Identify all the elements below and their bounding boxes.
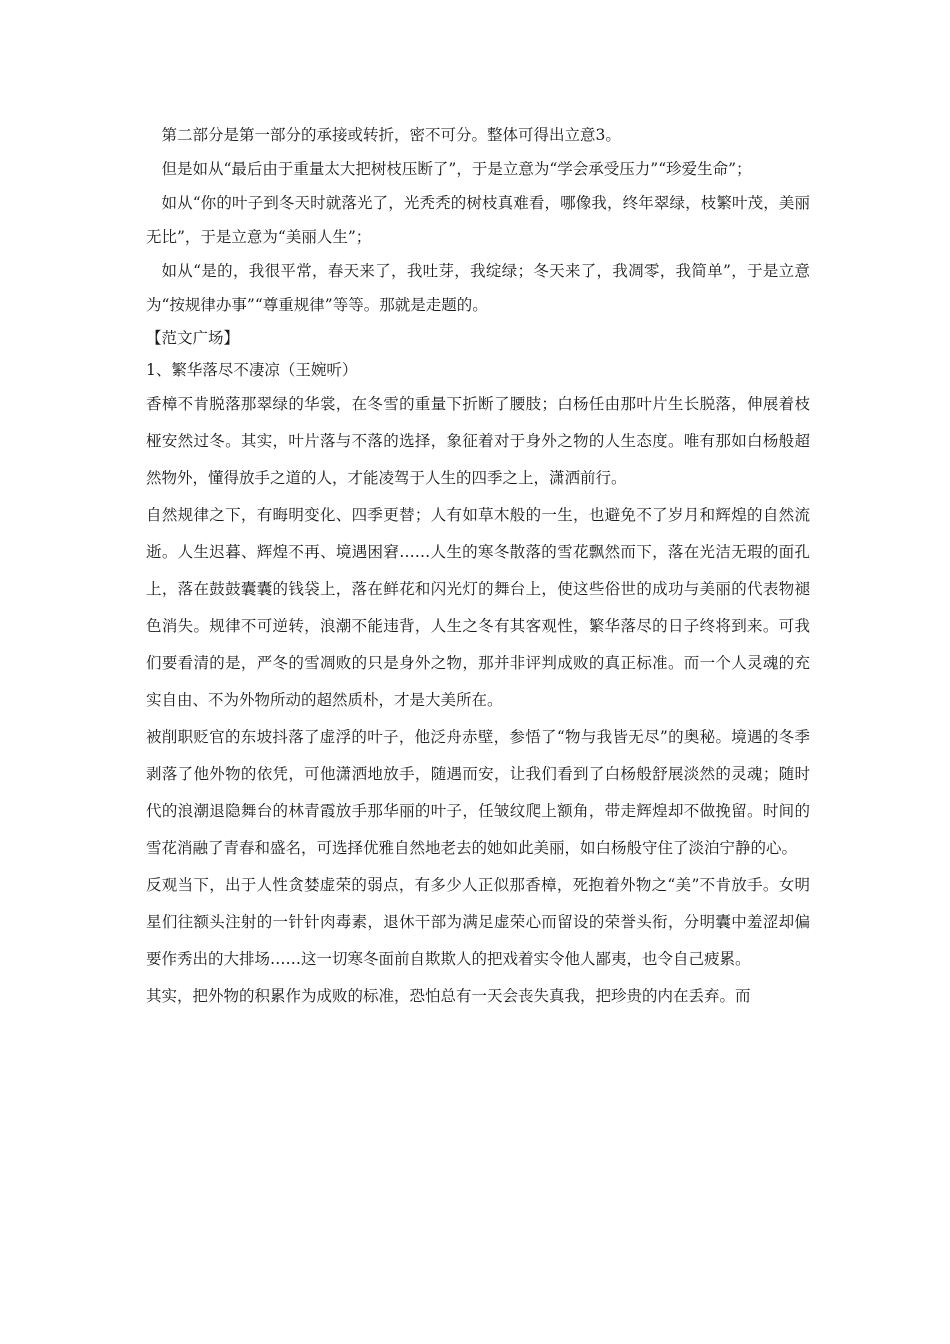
essay-body: [146, 386, 810, 1015]
intro-paragraph-4: 如从“是的，我很平常，春天来了，我吐芽，我绽绿；冬天来了，我凋零，我简单”，于是立意为“按规律办事”“尊重规律”等等。那就是走题的。: [146, 262, 810, 314]
essay-paragraph-3: 被削职贬官的东坡抖落了虚浮的叶子，他泛舟赤壁，参悟了“物与我皆无尽”的奥秘。境遇的冬季剥落了他外物的依凭，可他潇洒地放手，随遇而安，让我们看到了白杨般舒展淡然的灵魂；随时代的浪潮退隐舞台的林青霞放手那华丽的叶子，任皱纹爬上额角，带走辉煌却不做挽留。时间的雪花消融了青春和盛名，可选择优雅自然地老去的她如此美丽，如白杨般守住了淡泊宁静的心。: [146, 728, 810, 857]
intro-paragraph-3: 如从“你的叶子到冬天时就落光了，光秃秃的树枝真难看，哪像我，终年翠绿，枝繁叶茂，美丽无比”，于是立意为“美丽人生”；: [146, 194, 810, 246]
essay-title: 1、繁华落尽不凄凉（王婉听）: [146, 361, 358, 379]
essay-paragraph-5: 其实，把外物的积累作为成败的标准，恐怕总有一天会丧失真我，把珍贵的内在丢弃。而: [146, 987, 751, 1005]
essay-paragraph-4: 反观当下，出于人性贪婪虚荣的弱点，有多少人正似那香樟，死抱着外物之“美”不肯放手。女明星们往额头注射的一针针肉毒素，退休干部为满足虚荣心而留设的荣誉头衔，分明囊中羞涩却偏要作秀出的大排场……这一切寒冬面前自欺欺人的把戏着实令他人鄙夷，也令自己疲累。: [146, 876, 810, 968]
intro-paragraph-1: 第二部分是第一部分的承接或转折，密不可分。整体可得出立意3。: [161, 126, 621, 144]
intro-paragraph-2: 但是如从“最后由于重量太大把树枝压断了”，于是立意为“学会承受压力”“珍爱生命”；: [161, 160, 752, 178]
essay-paragraph-1: 香樟不肯脱落那翠绿的华裳，在冬雪的重量下折断了腰肢；白杨任由那叶片生长脱落，伸展着枝桠安然过冬。其实，叶片落与不落的选择，象征着对于身外之物的人生态度。唯有那如白杨般超然物外，懂得放手之道的人，才能凌驾于人生的四季之上，潇洒前行。: [146, 395, 810, 487]
essay-paragraph-2: 自然规律之下，有晦明变化、四季更替；人有如草木般的一生，也避免不了岁月和辉煌的自然流逝。人生迟暮、辉煌不再、境遇困窘……人生的寒冬散落的雪花飘然而下，落在光洁无瑕的面孔上，落在鼓鼓囊囊的钱袋上，落在鲜花和闪光灯的舞台上，使这些俗世的成功与美丽的代表物褪色消失。规律不可逆转，浪潮不能违背，人生之冬有其客观性，繁华落尽的日子终将到来。可我们要看清的是，严冬的雪凋败的只是身外之物，那并非评判成败的真正标准。而一个人灵魂的充实自由、不为外物所动的超然质朴，才是大美所在。: [146, 506, 810, 709]
document-body: [146, 118, 810, 1015]
section-heading: 【范文广场】: [146, 329, 240, 347]
